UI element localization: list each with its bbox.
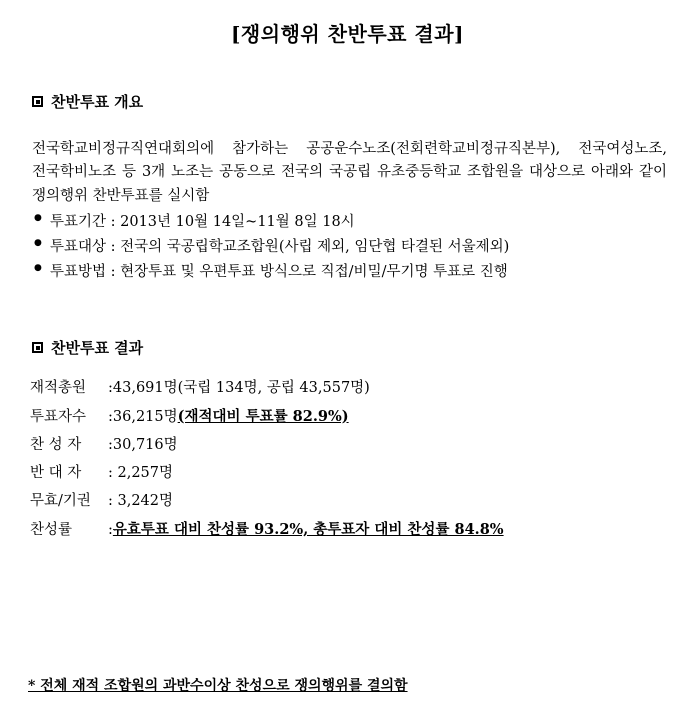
list-item: ● 투표기간 : 2013년 10월 14일~11월 8일 18시 — [28, 210, 667, 235]
result-value: 36,215명 — [112, 408, 178, 425]
list-item: ● 투표방법 : 현장투표 및 우편투표 방식으로 직접/비밀/무기명 투표로 진행 — [28, 260, 667, 285]
section-heading-overview — [32, 91, 667, 112]
results-list — [30, 374, 667, 544]
filled-square-icon — [32, 96, 43, 107]
section-heading-results — [32, 337, 667, 358]
result-label: 투표자수 — [30, 408, 87, 425]
result-row — [30, 487, 667, 515]
result-row — [30, 374, 667, 402]
result-highlight: (재적대비 투표률 82.9%) — [177, 407, 349, 425]
result-separator: : — [108, 408, 113, 425]
result-row — [30, 459, 667, 487]
result-label: 찬 성 자 — [30, 436, 82, 453]
result-value: 2,257명 — [112, 465, 174, 482]
page-title: [쟁의행위 찬반투표 결과] — [230, 22, 465, 46]
overview-paragraph: 전국학교비정규직연대회의에 참가하는 공공운수노조(전회련학교비정규직본부), 전국여성노조, 전국학비노조 등 3개 노조는 공동으로 전국의 국공립 유초중등학교 조합원을 대상으로 아래와 같이 쟁의행위 찬반투표를 실시함 — [32, 141, 667, 204]
overview-bullet-list — [28, 210, 667, 285]
result-label: 재적총원 — [30, 380, 87, 397]
result-separator: : — [108, 436, 113, 453]
result-row — [30, 403, 667, 431]
result-label: 반 대 자 — [30, 465, 82, 482]
result-separator: : — [108, 493, 113, 510]
section-results — [28, 337, 667, 544]
result-value: 3,242명 — [112, 493, 174, 510]
result-value: 43,691명(국립 134명, 공립 43,557명) — [112, 380, 370, 397]
result-row — [30, 431, 667, 459]
result-label: 찬성률 — [30, 521, 73, 538]
section-heading-results-label: 찬반투표 결과 — [51, 339, 144, 358]
result-separator: : — [108, 380, 113, 397]
section-overview — [28, 91, 667, 285]
result-separator: : — [108, 521, 113, 538]
result-value: 30,716명 — [112, 436, 178, 453]
document-page — [0, 18, 695, 713]
result-row — [30, 516, 667, 544]
filled-square-icon — [32, 342, 43, 353]
result-separator: : — [108, 465, 113, 482]
result-highlight: 유효투표 대비 찬성률 93.2%, 총투표자 대비 찬성률 84.8% — [112, 520, 504, 538]
list-item: ● 투표대상 : 전국의 국공립학교조합원(사립 제외, 임단협 타결된 서울제외) — [28, 235, 667, 260]
result-label: 무효/기권 — [30, 493, 91, 510]
footnote: * 전체 재적 조합원의 과반수이상 찬성으로 쟁의행위를 결의함 — [28, 678, 408, 694]
section-heading-overview-label: 찬반투표 개요 — [51, 93, 144, 111]
